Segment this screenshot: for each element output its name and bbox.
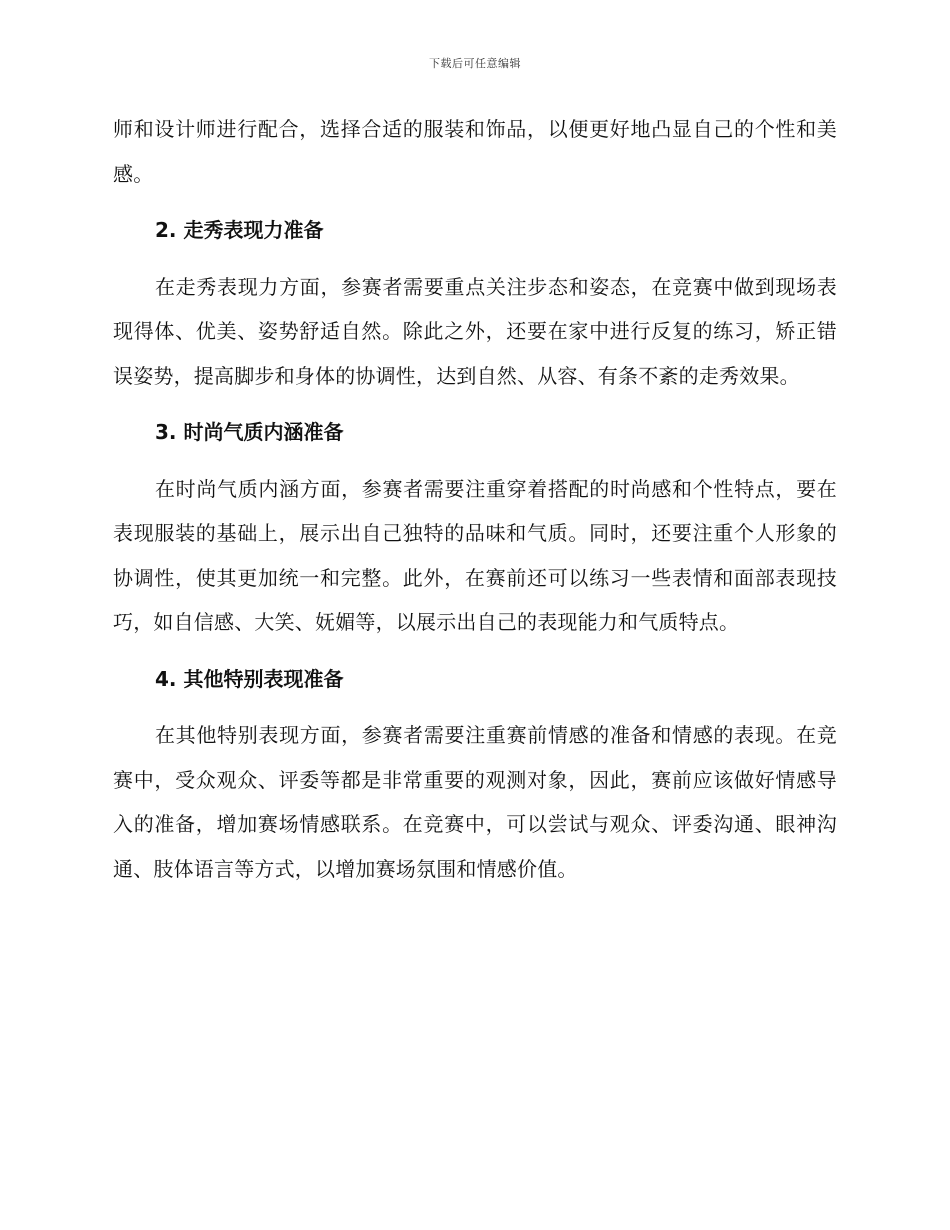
section-body-other: 在其他特别表现方面，参赛者需要注重赛前情感的准备和情感的表现。在竞赛中，受众观众、评委等都是非常重要的观测对象，因此，赛前应该做好情感导入的准备，增加赛场情感联系。在竞赛中，可以尝试与观众、评委沟通、眼神沟通、肢体语言等方式，以增加赛场氛围和情感价值。 bbox=[113, 723, 837, 881]
section-gap bbox=[113, 645, 837, 657]
section-body-temperament: 在时尚气质内涵方面，参赛者需要注重穿着搭配的时尚感和个性特点，要在表现服装的基础上，展示出自己独特的品味和气质。同时，还要注重个人形象的协调性，使其更加统一和完整。此外，在赛前还可以练习一些表情和面部表现技巧，如自信感、大笑、妩媚等，以展示出自己的表现能力和气质特点。 bbox=[113, 476, 837, 634]
section-heading-other: 4. 其他特别表现准备 bbox=[155, 666, 344, 691]
intro-paragraph: 师和设计师进行配合，选择合适的服装和饰品，以便更好地凸显自己的个性和美感。 bbox=[113, 117, 837, 186]
document-body bbox=[113, 107, 837, 891]
page-header-note: 下载后可任意编辑 bbox=[429, 57, 521, 70]
section-gap bbox=[113, 701, 837, 713]
section-gap bbox=[113, 398, 837, 410]
section-gap bbox=[113, 253, 837, 265]
section-gap bbox=[113, 455, 837, 467]
section-heading-temperament: 3. 时尚气质内涵准备 bbox=[155, 420, 344, 444]
section-heading-walk: 2. 走秀表现力准备 bbox=[155, 218, 324, 242]
section-body-walk: 在走秀表现力方面，参赛者需要重点关注步态和姿态，在竞赛中做到现场表现得体、优美、姿势舒适自然。除此之外，还要在家中进行反复的练习，矫正错误姿势，提高脚步和身体的协调性，达到自然、从容、有条不紊的走秀效果。 bbox=[113, 274, 837, 388]
section-gap bbox=[113, 196, 837, 208]
